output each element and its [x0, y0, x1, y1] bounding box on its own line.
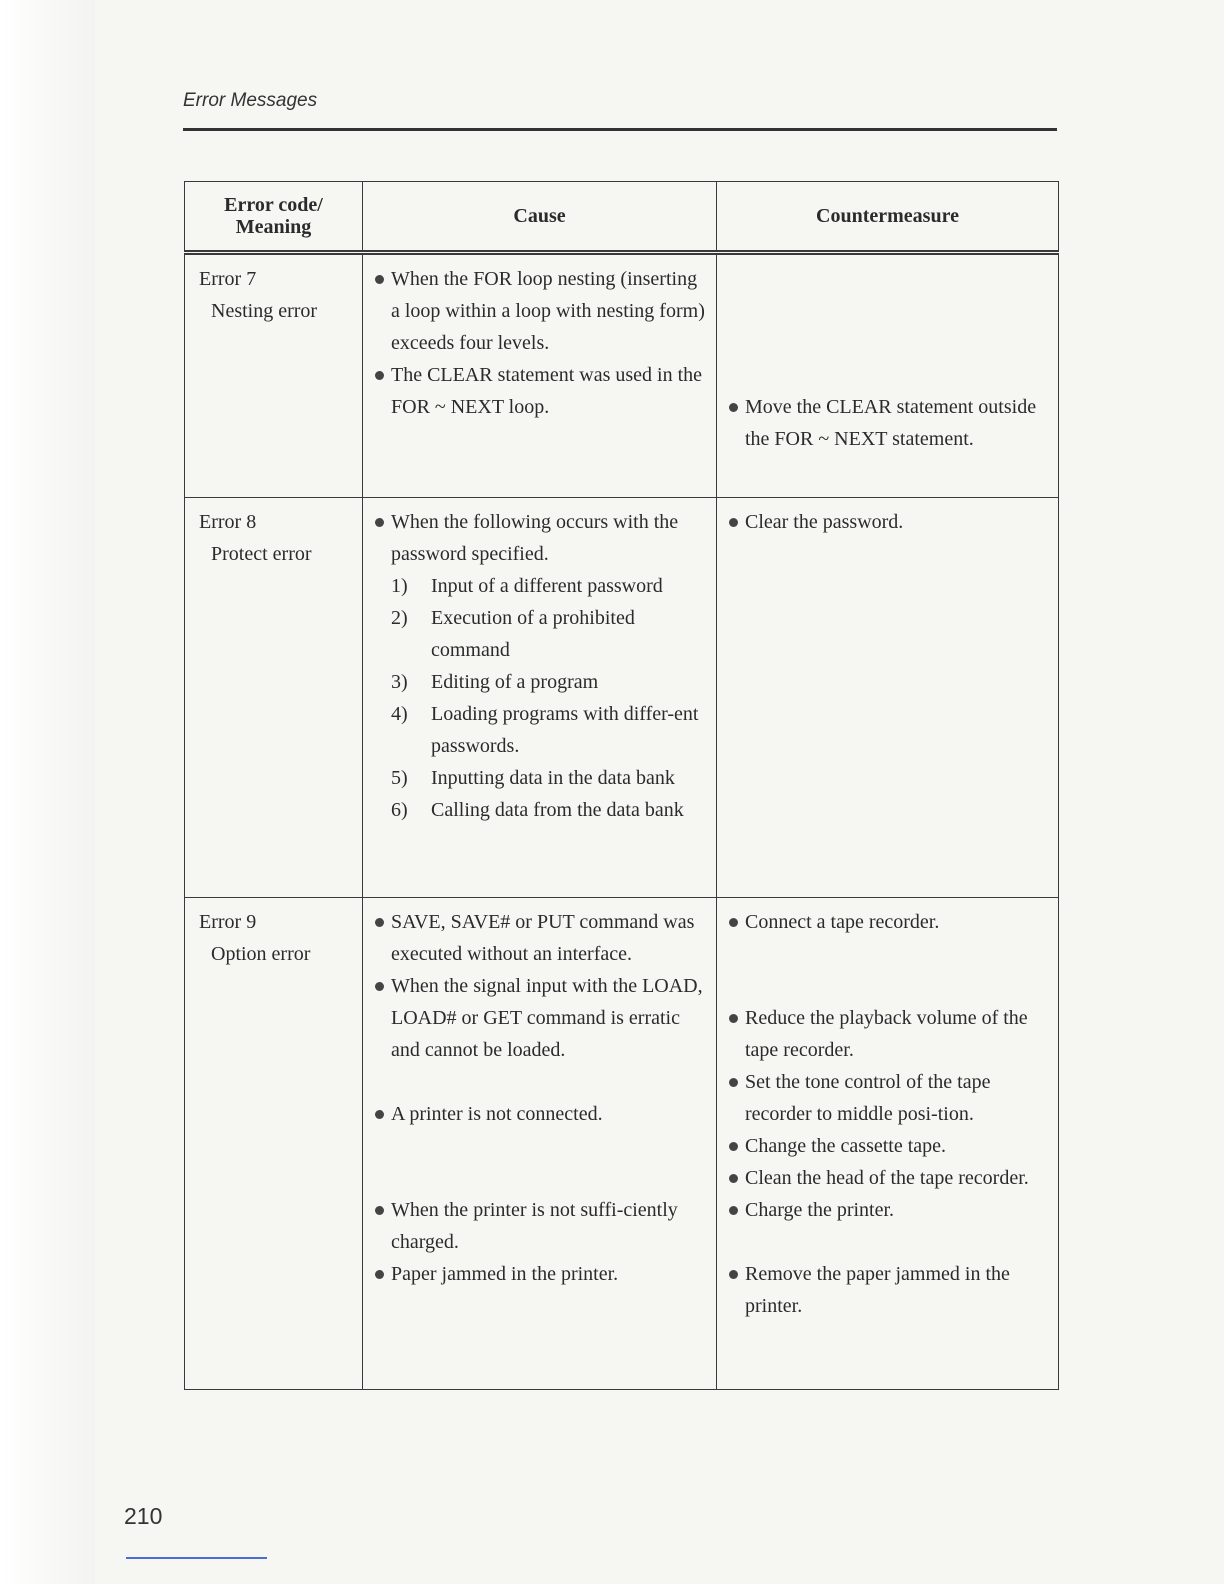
running-header: Error Messages	[183, 90, 318, 111]
cause-item: A printer is not connected.	[373, 1098, 710, 1130]
cause-subitem: 5) Inputting data in the data bank	[391, 767, 675, 789]
column-header-code: Error code/ Meaning	[185, 182, 363, 253]
cause-cell	[363, 898, 717, 1390]
countermeasure-item: Charge the printer.	[727, 1194, 1052, 1226]
countermeasure-cell	[717, 898, 1059, 1390]
error-meaning: Nesting error	[211, 300, 318, 322]
column-header-countermeasure: Countermeasure	[717, 182, 1059, 253]
countermeasure-item: Remove the paper jammed in the printer.	[727, 1258, 1052, 1322]
cause-item: When the printer is not suffi-ciently charged.	[373, 1194, 710, 1258]
countermeasure-item: Move the CLEAR statement outside the FOR ~ NEXT statement.	[727, 391, 1052, 455]
countermeasure-item: Change the cassette tape.	[727, 1130, 1052, 1162]
cause-cell	[363, 253, 717, 498]
error-code-cell	[185, 253, 363, 498]
error-meaning: Protect error	[211, 543, 312, 565]
cause-item: When the signal input with the LOAD, LOAD# or GET command is erratic and cannot be loaded.	[373, 970, 710, 1066]
cause-cell	[363, 498, 717, 898]
countermeasure-item: Connect a tape recorder.	[727, 906, 1052, 938]
table-row	[185, 253, 1059, 498]
cause-subitem: 4) Loading programs with differ-ent passwords.	[391, 703, 699, 757]
bottom-rule	[126, 1557, 267, 1559]
countermeasure-cell	[717, 253, 1059, 498]
error-meaning: Option error	[211, 943, 311, 965]
error-table	[184, 181, 1059, 1390]
table-header-row	[185, 182, 1059, 253]
column-header-cause: Cause	[363, 182, 717, 253]
cause-item: Paper jammed in the printer.	[373, 1258, 710, 1290]
countermeasure-item: Clean the head of the tape recorder.	[727, 1162, 1052, 1194]
table-row	[185, 898, 1059, 1390]
cause-item: When the following occurs with the password specified.	[373, 506, 710, 570]
cause-item: SAVE, SAVE# or PUT command was executed without an interface.	[373, 906, 710, 970]
cause-subitem: 1) Input of a different password	[391, 575, 663, 597]
cause-subitem: 2) Execution of a prohibited command	[391, 607, 635, 661]
error-code: Error 7	[199, 268, 257, 290]
error-code-cell	[185, 498, 363, 898]
error-code: Error 8	[199, 511, 257, 533]
cause-item: When the FOR loop nesting (inserting a loop within a loop with nesting form) exceeds four levels.	[373, 263, 710, 359]
countermeasure-item: Clear the password.	[727, 506, 1052, 538]
header-rule	[183, 128, 1057, 131]
countermeasure-cell	[717, 498, 1059, 898]
countermeasure-item: Reduce the playback volume of the tape recorder.	[727, 1002, 1052, 1066]
error-code: Error 9	[199, 911, 257, 933]
scan-margin	[0, 0, 95, 1584]
error-code-cell	[185, 898, 363, 1390]
countermeasure-item: Set the tone control of the tape recorder to middle posi-tion.	[727, 1066, 1052, 1130]
cause-subitem: 3) Editing of a program	[391, 671, 599, 693]
cause-subitem: 6) Calling data from the data bank	[391, 799, 684, 821]
page-number: 210	[124, 1503, 163, 1529]
cause-item: The CLEAR statement was used in the FOR ~ NEXT loop.	[373, 359, 710, 423]
table-row	[185, 498, 1059, 898]
